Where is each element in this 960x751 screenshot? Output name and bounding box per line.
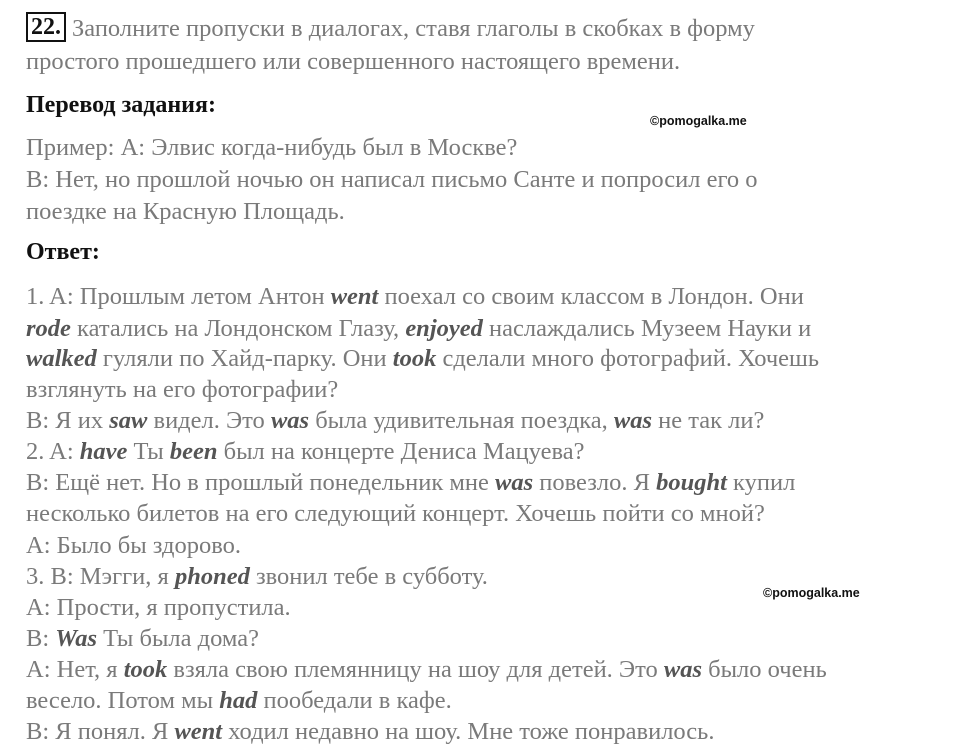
translation-line: B: Нет, но прошлой ночью он написал письмо Санте и попросил его о bbox=[26, 166, 758, 193]
answer-line bbox=[26, 343, 819, 374]
verb-answer: enjoyed bbox=[405, 315, 483, 342]
answer-line bbox=[26, 685, 452, 716]
answer-text: B: Ещё нет. Но в прошлый понедельник мне bbox=[26, 469, 495, 496]
verb-answer: rode bbox=[26, 315, 71, 342]
answer-text: наслаждались Музеем Науки и bbox=[482, 315, 812, 342]
verb-answer: took bbox=[392, 345, 437, 372]
verb-answer: was bbox=[663, 656, 702, 683]
answer-line bbox=[26, 313, 811, 344]
verb-answer: was bbox=[270, 407, 310, 434]
answer-line bbox=[26, 654, 827, 685]
task-statement-line-2: простого прошедшего или совершенного настоящего времени. bbox=[26, 48, 681, 75]
answer-heading: Ответ: bbox=[26, 239, 100, 265]
answer-text: весело. Потом мы bbox=[26, 687, 220, 714]
task-text-1: Заполните пропуски в диалогах, ставя глаголы в скобках в форму bbox=[72, 15, 755, 42]
answer-line bbox=[26, 561, 488, 592]
verb-answer: went bbox=[174, 718, 223, 745]
verb-answer: Was bbox=[55, 625, 98, 652]
answer-text: A: Было бы здорово. bbox=[26, 532, 242, 559]
answer-line bbox=[26, 498, 765, 529]
answer-text: Ты была дома? bbox=[97, 625, 259, 652]
verb-answer: had bbox=[219, 687, 258, 714]
verb-answer: walked bbox=[26, 345, 97, 372]
answer-line bbox=[26, 716, 714, 747]
task-number: 22. bbox=[26, 12, 66, 42]
answer-text: взяла свою племянницу на шоу для детей. Это bbox=[167, 656, 664, 683]
translation-line: Пример: A: Элвис когда-нибудь был в Москве? bbox=[26, 134, 518, 161]
answer-text: взглянуть на его фотографии? bbox=[26, 376, 339, 403]
verb-answer: was bbox=[613, 407, 653, 434]
answer-text: был на концерте Дениса Мацуева? bbox=[217, 438, 585, 465]
answer-line bbox=[26, 623, 259, 654]
answer-text: поехал со своим классом в Лондон. Они bbox=[378, 283, 804, 310]
watermark: ©pomogalka.me bbox=[763, 586, 860, 600]
answer-line bbox=[26, 467, 795, 498]
answer-text: купил bbox=[726, 469, 796, 496]
verb-answer: have bbox=[79, 438, 128, 465]
watermark: ©pomogalka.me bbox=[650, 114, 747, 128]
task-statement-line-1 bbox=[26, 13, 755, 44]
verb-answer: been bbox=[169, 438, 218, 465]
verb-answer: took bbox=[123, 656, 168, 683]
answer-text: A: Прости, я пропустила. bbox=[26, 594, 291, 621]
verb-answer: went bbox=[330, 283, 379, 310]
verb-answer: phoned bbox=[174, 563, 250, 590]
answer-text: катались на Лондонском Глазу, bbox=[70, 315, 406, 342]
answer-text: было очень bbox=[702, 656, 827, 683]
verb-answer: was bbox=[495, 469, 534, 496]
answer-text: Ты bbox=[127, 438, 170, 465]
answer-text: 1. A: Прошлым летом Антон bbox=[26, 283, 331, 310]
answer-text: B: Я их bbox=[26, 407, 110, 434]
answer-text: 2. A: bbox=[26, 438, 80, 465]
answer-text: B: bbox=[26, 625, 56, 652]
verb-answer: bought bbox=[656, 469, 727, 496]
answer-line bbox=[26, 281, 804, 312]
answer-text: была удивительная поездка, bbox=[309, 407, 614, 434]
answer-text: A: Нет, я bbox=[26, 656, 124, 683]
answer-line bbox=[26, 530, 241, 561]
answer-text: 3. B: Мэгги, я bbox=[26, 563, 175, 590]
answer-text: B: Я понял. Я bbox=[26, 718, 175, 745]
answer-text: пообедали в кафе. bbox=[257, 687, 452, 714]
translation-heading: Перевод задания: bbox=[26, 92, 216, 118]
answer-text: несколько билетов на его следующий концерт. Хочешь пойти со мной? bbox=[26, 500, 765, 527]
answer-text: не так ли? bbox=[652, 407, 765, 434]
answer-text: сделали много фотографий. Хочешь bbox=[436, 345, 820, 372]
answer-text: звонил тебе в субботу. bbox=[249, 563, 488, 590]
verb-answer: saw bbox=[109, 407, 148, 434]
answer-text: ходил недавно на шоу. Мне тоже понравилось. bbox=[222, 718, 715, 745]
answer-text: повезло. Я bbox=[533, 469, 657, 496]
answer-text: гуляли по Хайд-парку. Они bbox=[96, 345, 393, 372]
answer-line bbox=[26, 405, 764, 436]
answer-text: видел. Это bbox=[147, 407, 271, 434]
answer-line bbox=[26, 436, 585, 467]
answer-line bbox=[26, 592, 291, 623]
translation-line: поездке на Красную Площадь. bbox=[26, 198, 345, 225]
answer-line bbox=[26, 374, 338, 405]
